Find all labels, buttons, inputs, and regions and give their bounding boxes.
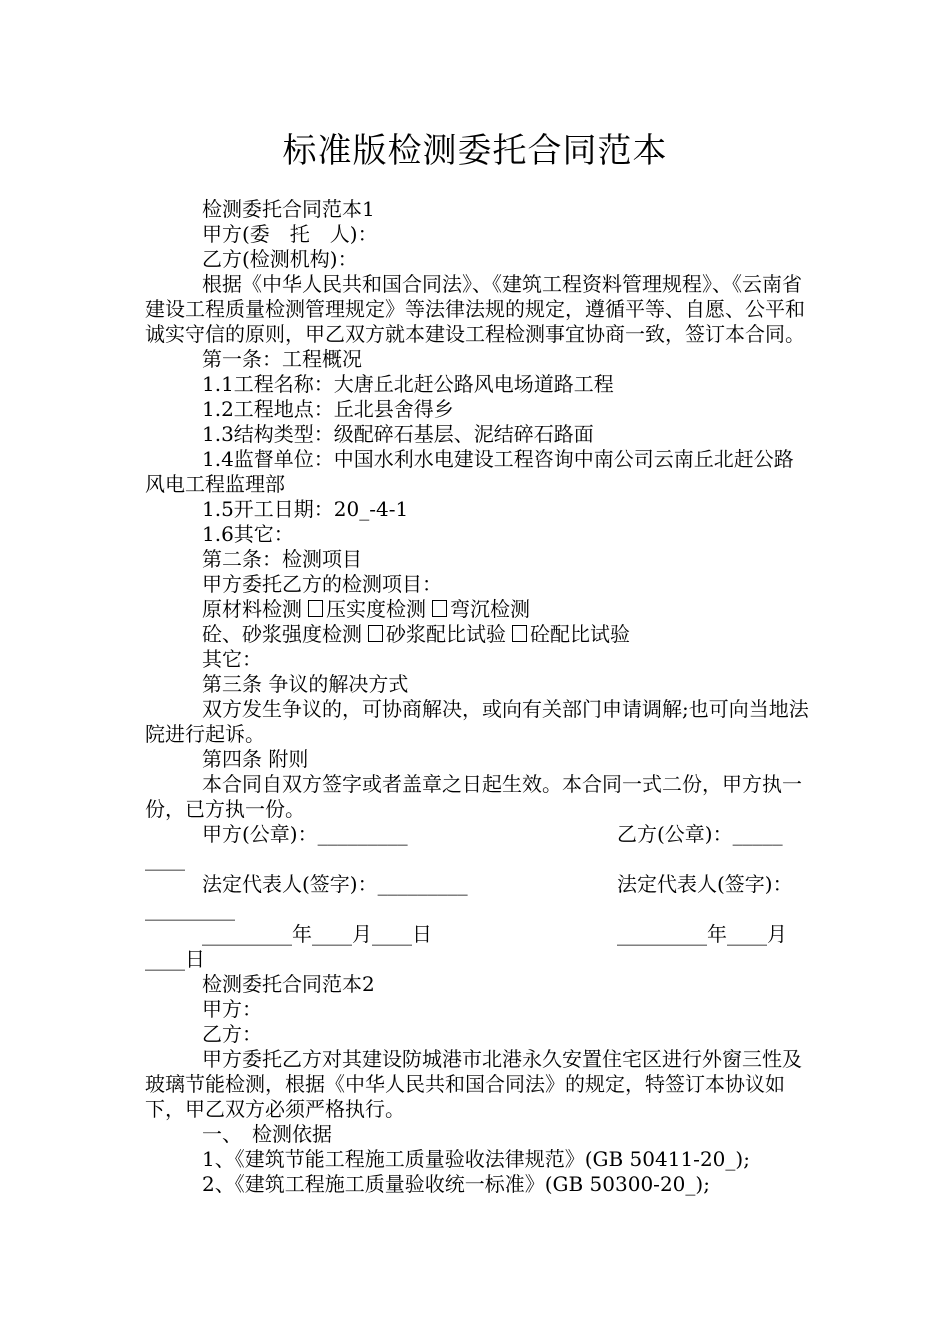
option-row-2 [145,622,810,647]
article-2-heading: 第二条：检测项目 [202,547,362,571]
party-b-date: _________年____月 [617,922,787,946]
item-1-5: 1.5开工日期：20_-4-1 [202,497,409,521]
option-deflection: 弯沉检测 [450,597,530,621]
party-b-seal: 乙方(公章)：_____ [617,822,783,846]
party-b-label: 乙方(检测机构)： [202,247,358,271]
item-1-6: 1.6其它： [202,522,294,546]
article-4-text: 本合同自双方签字或者盖章之日起生效。本合同一式二份，甲方执一份，已方执一份。 [145,772,802,821]
party-a-rep: 法定代表人(签字)：_________ [202,872,468,896]
checkbox-mortar-mix[interactable] [368,625,383,642]
article-4-heading: 第四条 附则 [202,747,309,771]
article-3-heading: 第三条 争议的解决方式 [202,672,409,696]
party-a-seal: 甲方(公章)：_________ [202,822,408,846]
items-intro: 甲方委托乙方的检测项目： [202,572,442,596]
article-1-heading: 第一条：工程概况 [202,347,362,371]
item-1-4: 1.4监督单位：中国水利水电建设工程咨询中南公司云南丘北赶公路风电工程监理部 [145,447,794,496]
party-b-seal-cont: ____ [145,847,185,871]
party-b-rep: 法定代表人(签字)： [617,872,793,896]
document-title: 标准版检测委托合同范本 [282,131,668,171]
option-mortar-mix: 砂浆配比试验 [386,622,506,646]
intro-paragraph: 根据《中华人民共和国合同法》、《建筑工程资料管理规程》、《云南省建设工程质量检测管理规定》等法律法规的规定，遵循平等、自愿、公平和诚实守信的原则，甲乙双方就本建设工程检测事宜协商一致，签订本合同。 [145,272,805,346]
option-concrete-mix: 砼配比试验 [530,622,630,646]
s2-party-a: 甲方： [202,997,262,1021]
item-1-3: 1.3结构类型：级配碎石基层、泥结碎石路面 [202,422,594,446]
item-1-1: 1.1工程名称：大唐丘北赶公路风电场道路工程 [202,372,614,396]
other-label: 其它： [202,647,262,671]
s2-basis-2: 2、《建筑工程施工质量验收统一标准》(GB 50300-20_); [202,1172,710,1196]
option-compaction: 压实度检测 [326,597,426,621]
option-row-1 [145,597,810,622]
checkbox-compaction[interactable] [308,600,323,617]
party-a-label: 甲方(委 托 人)： [202,222,378,246]
s2-intro: 甲方委托乙方对其建设防城港市北港永久安置住宅区进行外窗三性及玻璃节能检测，根据《中华人民共和国合同法》的规定，特签订本协议如下，甲乙双方必须严格执行。 [145,1047,802,1121]
party-b-date-cont: ____日 [145,947,205,971]
section1-heading: 检测委托合同范本1 [202,197,375,221]
checkbox-deflection[interactable] [432,600,447,617]
party-b-rep-cont: _________ [145,897,235,921]
checkbox-concrete-mix[interactable] [512,625,527,642]
date-row [145,922,810,947]
party-a-date: _________年____月____日 [202,922,432,946]
document-body [145,197,810,1197]
article-3-text: 双方发生争议的，可协商解决，或向有关部门申请调解;也可向当地法院进行起诉。 [145,697,809,746]
s2-party-b: 乙方： [202,1022,262,1046]
item-1-2: 1.2工程地点：丘北县舍得乡 [202,397,454,421]
option-raw-material: 原材料检测 [202,597,302,621]
s2-basis-1: 1、《建筑节能工程施工质量验收法律规范》(GB 50411-20_); [202,1147,750,1171]
rep-row [145,872,810,897]
section2-heading: 检测委托合同范本2 [202,972,375,996]
s2-basis-heading: 一、 检测依据 [202,1122,332,1146]
option-concrete-strength: 砼、砂浆强度检测 [202,622,362,646]
seal-row [145,822,810,847]
